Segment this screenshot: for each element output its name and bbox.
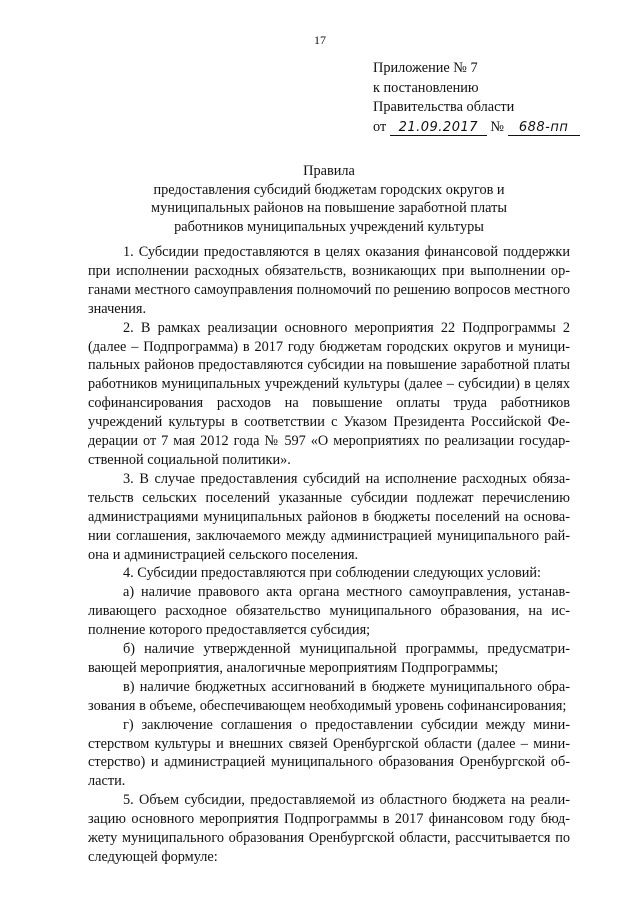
document-body xyxy=(88,243,570,867)
handwritten-number: 688-пп xyxy=(508,120,580,136)
appendix-line-2: к постановлению xyxy=(373,79,479,96)
appendix-line-1: Приложение № 7 xyxy=(373,60,478,76)
handwritten-date: 21.09.2017 xyxy=(390,120,487,136)
paragraph-3: 3. В случае предоставления субсидий на исполнение расходных обязательств сельских поселений указанные субсидии подлежат перечислению администрациями муниципальных районов в бюджеты поселений на основании соглашения, заключаемого между администрацией муниципального района и администрацией сельского поселения. xyxy=(88,470,570,563)
paragraph-4d: г) заключение соглашения о предоставлении субсидии между министерством культуры и внешних связей Оренбургской области (далее – министерство) и администрацией муниципального образования Оренбургской области. xyxy=(88,716,570,790)
paragraph-1: 1. Субсидии предоставляются в целях оказания финансовой поддержки при исполнении расходных обязательств, возникающих при выполнении органами местного самоуправления полномочий по решению вопросов местного значения. xyxy=(88,244,570,317)
document-title xyxy=(90,162,568,236)
appendix-line-3: Правительства области xyxy=(373,99,515,115)
title-line-2: предоставления субсидий бюджетам городских округов и xyxy=(153,181,505,198)
title-line-1: Правила xyxy=(303,163,355,179)
from-label: от xyxy=(373,118,387,135)
paragraph-4a: а) наличие правового акта органа местного самоуправления, устанавливающего расходное обязательство муниципального образования, на исполнение которого предоставляется субсидия; xyxy=(88,584,570,639)
appendix-header xyxy=(373,59,580,137)
title-line-4: работников муниципальных учреждений культуры xyxy=(174,218,484,235)
page-number: 17 xyxy=(314,33,326,47)
paragraph-4c: в) наличие бюджетных ассигнований в бюджете муниципального образования в объеме, обеспечивающем необходимый уровень софинансирования; xyxy=(88,678,570,714)
number-label: № xyxy=(490,118,505,135)
paragraph-2: 2. В рамках реализации основного мероприятия 22 Подпрограммы 2 (далее – Подпрограмма) в 2017 году бюджетам городских округов и муниципальных районов предоставляются субсидии на повышение заработной платы работников муниципальных учреждений культуры (далее – субсидии) в целях софинансирования расходов на повышение оплаты труда работников учреждений культуры в соответствии с Указом Президента Российской Федерации от 7 мая 2012 года № 597 «О мероприятиях по реализации государственной социальной политики». xyxy=(88,319,570,468)
appendix-date-line xyxy=(373,118,580,138)
paragraph-5: 5. Объем субсидии, предоставляемой из областного бюджета на реализацию основного мероприятия Подпрограммы в 2017 финансовом году бюджету муниципального образования Оренбургской области, рассчитывается по следующей формуле: xyxy=(88,792,570,865)
title-line-3: муниципальных районов на повышение заработной платы xyxy=(151,200,507,216)
paragraph-4: 4. Субсидии предоставляются при соблюдении следующих условий: xyxy=(123,565,541,582)
paragraph-4b: б) наличие утвержденной муниципальной программы, предусматривающей мероприятия, аналогичные мероприятиям Подпрограммы; xyxy=(88,641,570,676)
